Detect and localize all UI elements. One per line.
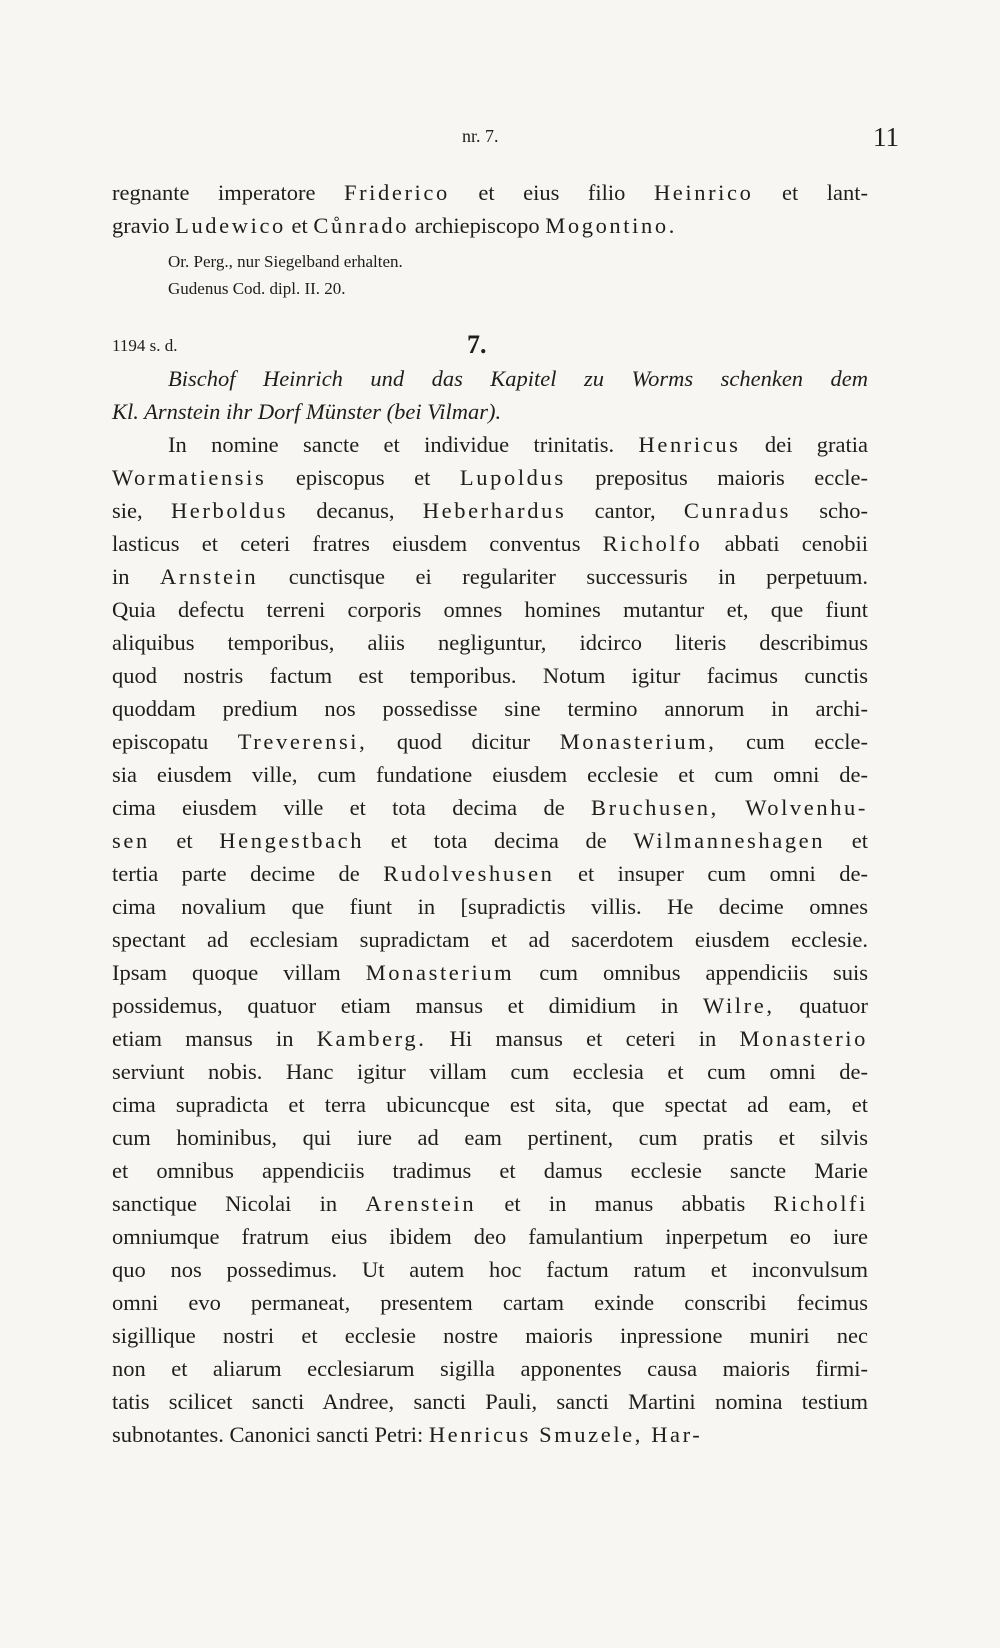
text-run: cum eccle- — [716, 729, 868, 754]
document-date: 1194 s. d. — [112, 336, 178, 355]
spaced-name: Rudolveshusen — [383, 861, 555, 886]
text-line — [112, 923, 868, 956]
spaced-name: Cunradus — [683, 498, 791, 523]
text-line — [112, 857, 868, 890]
text-line — [112, 1154, 868, 1187]
text-run: tatis scilicet sancti Andree, sancti Pauli, sancti Martini nomina testium — [112, 1389, 868, 1414]
text-run: subnotantes. Canonici sancti Petri: — [112, 1422, 429, 1447]
text-run: et in manus abbatis — [476, 1191, 774, 1216]
edition-note: Gudenus Cod. dipl. II. 20. — [168, 279, 346, 298]
spaced-name: Cůnrado — [313, 213, 410, 238]
spaced-name: Hengestbach — [219, 828, 365, 853]
text-run: archiepiscopo — [409, 213, 546, 238]
charter-text — [112, 428, 868, 1451]
spaced-name: Wilmanneshagen — [633, 828, 826, 853]
text-run: et insuper cum omni de- — [554, 861, 868, 886]
text-run: et lant- — [753, 180, 868, 205]
document-number: 7. — [467, 330, 487, 359]
spaced-name: Treverensi, — [237, 729, 368, 754]
text-run: sigillique nostri et ecclesie nostre maioris inpressione muniri nec — [112, 1323, 868, 1348]
spaced-name: Heinrico — [653, 180, 754, 205]
spaced-name: Monasterio — [739, 1026, 868, 1051]
page-header — [0, 122, 1000, 156]
text-line — [112, 725, 868, 758]
text-run: in — [112, 564, 160, 589]
text-line — [112, 824, 868, 857]
text-run: aliquibus temporibus, aliis negliguntur, idcirco literis describimus — [112, 630, 868, 655]
text-line — [112, 527, 868, 560]
text-run: cima eiusdem ville et tota decima de — [112, 795, 592, 820]
spaced-name: Herboldus — [170, 498, 289, 523]
spaced-name: Bruchusen, — [591, 795, 719, 820]
spaced-name: Ludewico — [175, 213, 286, 238]
text-run: et eius filio — [449, 180, 654, 205]
text-run: cum omnibus appendiciis suis — [514, 960, 868, 985]
previous-document-text — [112, 176, 868, 242]
text-line — [112, 1088, 868, 1121]
spaced-name: Henricus — [638, 432, 741, 457]
text-run: possidemus, quatuor etiam mansus et dimidium in — [112, 993, 704, 1018]
spaced-name: Henricus Smuzele, Har- — [428, 1422, 703, 1447]
text-run: quo nos possedimus. Ut autem hoc factum ratum et inconvulsum — [112, 1257, 868, 1282]
text-line — [112, 1187, 868, 1220]
text-line — [112, 176, 868, 209]
text-run: et — [285, 213, 314, 238]
text-run: quod nostris factum est temporibus. Notum igitur facimus cunctis — [112, 663, 868, 688]
text-run: tertia parte decime de — [112, 861, 384, 886]
text-line — [112, 1220, 868, 1253]
spaced-name: Wormatiensis — [112, 465, 267, 490]
spaced-name: Wilre, — [703, 993, 775, 1018]
text-line — [112, 989, 868, 1022]
spaced-name: Mogontino. — [545, 213, 677, 238]
text-line — [112, 494, 868, 527]
spaced-name: Kamberg. — [316, 1026, 427, 1051]
spaced-name: Richolfo — [602, 531, 703, 556]
text-line — [112, 1121, 868, 1154]
text-run: scho- — [790, 498, 868, 523]
text-run: sia eiusdem ville, cum fundatione eiusdem ecclesie et cum omni de- — [112, 762, 868, 787]
spaced-name: Arnstein — [160, 564, 259, 589]
text-run: Quia defectu terreni corporis omnes homines mutantur et, que fiunt — [112, 597, 868, 622]
text-line — [112, 1319, 868, 1352]
text-line — [112, 1385, 868, 1418]
text-run: et omnibus appendiciis tradimus et damus ecclesie sancte Marie — [112, 1158, 868, 1183]
text-run: cum hominibus, qui iure ad eam pertinent, cum pratis et silvis — [112, 1125, 868, 1150]
text-line — [112, 626, 868, 659]
text-line — [112, 560, 868, 593]
spaced-name: Wolvenhu- — [745, 795, 869, 820]
text-run: quoddam predium nos possedisse sine termino annorum in archi- — [112, 696, 868, 721]
text-run: episcopatu — [112, 729, 238, 754]
text-run: Ipsam quoque villam — [112, 960, 366, 985]
text-line — [112, 890, 868, 923]
text-line — [112, 659, 868, 692]
text-run: lasticus et ceteri fratres eiusdem conventus — [112, 531, 603, 556]
text-line — [112, 692, 868, 725]
page-body — [112, 176, 868, 1451]
spaced-name: Richolfi — [773, 1191, 868, 1216]
text-run: et — [149, 828, 220, 853]
text-run: regnante imperatore — [112, 180, 344, 205]
spaced-name: Monasterium — [365, 960, 515, 985]
text-line — [112, 1022, 868, 1055]
text-line — [112, 593, 868, 626]
text-run: decanus, — [288, 498, 423, 523]
text-run: Hi mansus et ceteri in — [426, 1026, 740, 1051]
text-run: dei gratia — [740, 432, 868, 457]
text-run: sie, — [112, 498, 171, 523]
text-run: cantor, — [566, 498, 684, 523]
text-run: cima novalium que fiunt in [supradictis villis. He decime omnes — [112, 894, 868, 919]
regest-title-line: Bischof Heinrich und das Kapitel zu Worms schenken dem — [168, 366, 868, 391]
text-line — [112, 1286, 868, 1319]
spaced-name: Lupoldus — [459, 465, 566, 490]
spaced-name: sen — [112, 828, 150, 853]
text-run: quatuor — [774, 993, 868, 1018]
source-note: Or. Perg., nur Siegelband erhalten. — [168, 252, 403, 271]
text-run: gravio — [112, 213, 176, 238]
text-run: episcopus et — [266, 465, 460, 490]
running-head: nr. 7. — [462, 126, 499, 146]
text-line — [112, 461, 868, 494]
spaced-name: Monasterium, — [559, 729, 717, 754]
text-run — [719, 795, 745, 820]
text-run: omni evo permaneat, presentem cartam exinde conscribi fecimus — [112, 1290, 868, 1315]
text-run: non et aliarum ecclesiarum sigilla apponentes causa maioris firmi- — [112, 1356, 868, 1381]
spaced-name: Friderico — [343, 180, 450, 205]
text-run: et tota decima de — [364, 828, 634, 853]
text-line — [112, 1418, 868, 1451]
spaced-name: Arenstein — [365, 1191, 477, 1216]
text-line — [112, 1253, 868, 1286]
text-run: cima supradicta et terra ubicuncque est sita, que spectat ad eam, et — [112, 1092, 868, 1117]
text-run: quod dicitur — [367, 729, 560, 754]
text-run: spectant ad ecclesiam supradictam et ad sacerdotem eiusdem ecclesie. — [112, 927, 868, 952]
text-line — [112, 791, 868, 824]
document-heading — [112, 332, 868, 362]
text-run: sanctique Nicolai in — [112, 1191, 366, 1216]
text-line — [112, 758, 868, 791]
text-line — [112, 1055, 868, 1088]
spaced-name: Heberhardus — [422, 498, 567, 523]
text-line — [112, 1352, 868, 1385]
text-run: In nomine sancte et individue trinitatis. — [168, 432, 639, 457]
text-run: etiam mansus in — [112, 1026, 317, 1051]
page-number: 11 — [873, 122, 899, 152]
text-line — [112, 956, 868, 989]
text-run: et — [825, 828, 868, 853]
regest-title-line: Kl. Arnstein ihr Dorf Münster (bei Vilmar). — [112, 399, 502, 424]
text-run: serviunt nobis. Hanc igitur villam cum ecclesia et cum omni de- — [112, 1059, 868, 1084]
text-run: abbati cenobii — [702, 531, 869, 556]
text-run: prepositus maioris eccle- — [565, 465, 868, 490]
text-line — [112, 428, 868, 461]
text-run: omniumque fratrum eius ibidem deo famulantium inperpetum eo iure — [112, 1224, 868, 1249]
text-run: cunctisque ei regulariter successuris in perpetuum. — [258, 564, 868, 589]
text-line — [112, 209, 868, 242]
